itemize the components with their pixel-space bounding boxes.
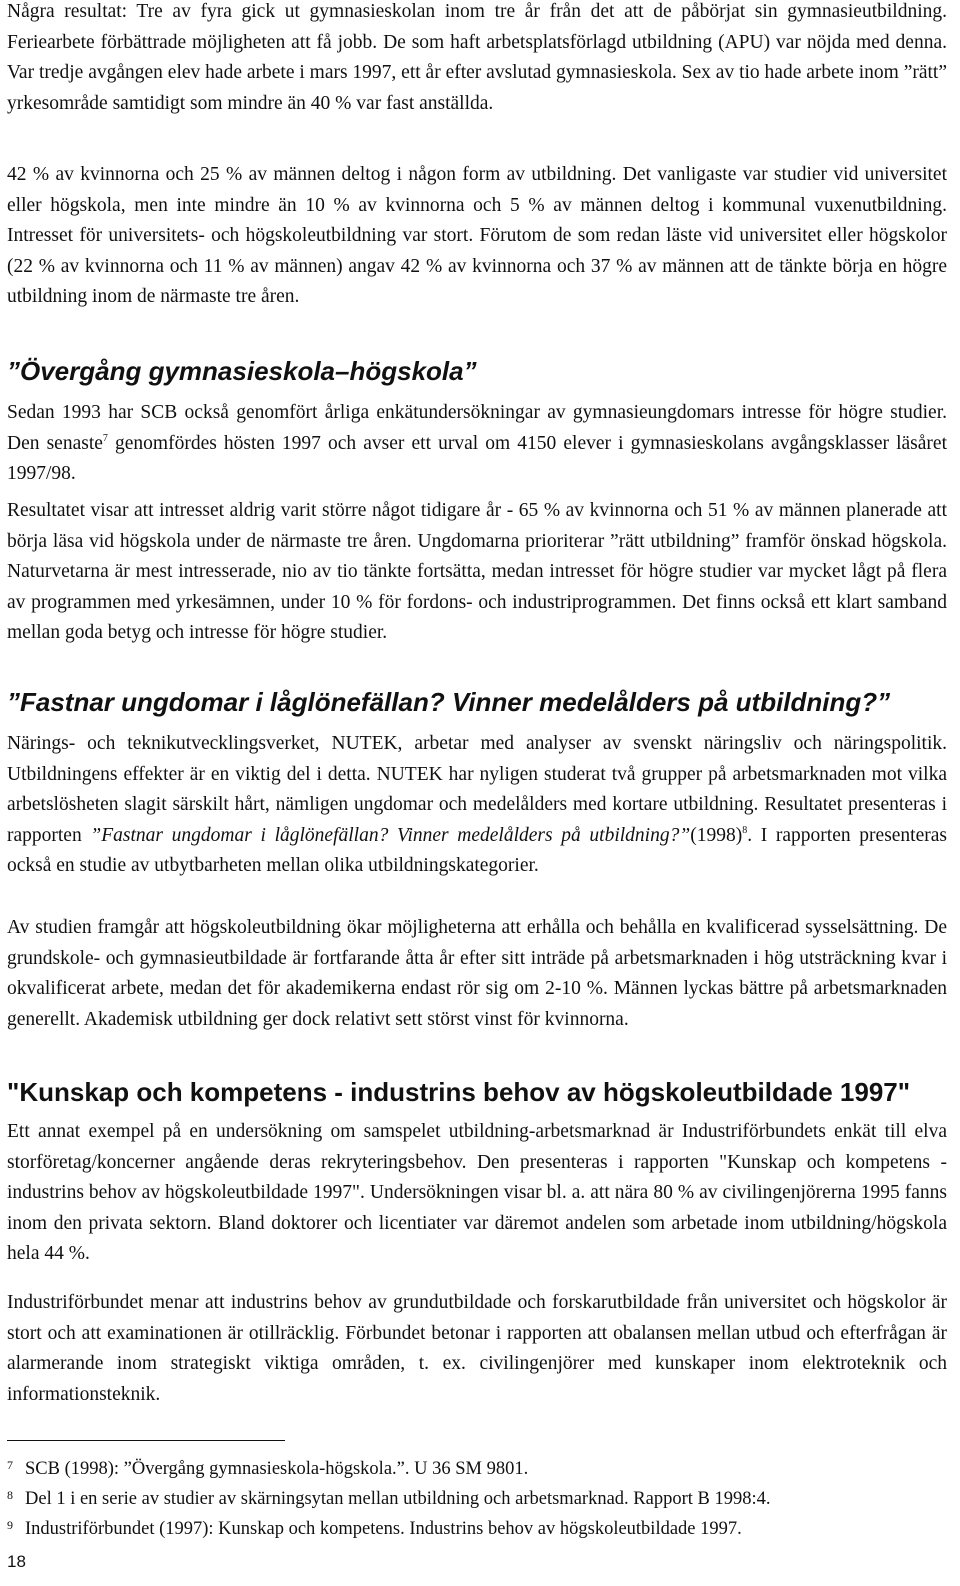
footnote-ref-7: 7: [102, 432, 108, 444]
footnote-ref-8: 8: [742, 824, 748, 836]
paragraph-industry-survey: Ett annat exempel på en undersökning om samspelet utbildning-arbetsmarknad är Industriförbundets enkät till elva storföretag/koncerner angående deras rekryteringsbehov. Den presenteras i rapporten "Kunskap och kompetens - industrins behov av högskoleutbildade 1997". Undersökningen visar bl. a. att nära 80 % av civilingenjörerna 1995 fanns inom den privata sektorn. Bland doktorer och licentiater var däremot andelen som arbetade inom utbildning/högskola hela 44 %.: [7, 1121, 947, 1264]
footnote-9: [7, 1514, 952, 1540]
paragraph-nutek-text-a: Närings- och teknikutvecklingsverket, NUTEK, arbetar med analyser av svenskt näringsliv och näringspolitik. Utbildningens effekter är en viktig del i detta. NUTEK har nyligen studerat två grupper på arbetsmarknaden mot vilka arbetslösheten slagit särskilt hårt, nämligen ungdomar och medelålders med kortare utbildning. Resultatet presenteras i rapporten: [7, 733, 947, 846]
paragraph-results: Några resultat: Tre av fyra gick ut gymnasieskolan inom tre år från det att de påbörjat sin gymnasieutbildning. Feriearbete förbättrade möjligheten att få jobb. De som haft arbetsplatsförlagd utbildning (APU) var nöjda med denna. Var tredje avgången elev hade arbete i mars 1997, ett år efter avslutad gymnasieskola. Sex av tio hade arbete inom ”rätt” yrkesområde samtidigt som mindre än 40 % var fast anställda.: [7, 1, 947, 114]
paragraph-scb-surveys: [7, 398, 947, 490]
report-title-italic: ”Fastnar ungdomar i låglönefällan? Vinner medelålders på utbildning?”: [90, 824, 691, 846]
footnote-8: [7, 1484, 952, 1510]
paragraph-nutek-year: (1998): [690, 824, 743, 846]
paragraph-study-findings: Av studien framgår att högskoleutbildning ökar möjligheterna att erhålla och behålla en kvalificerad sysselsättning. De grundskole- och gymnasieutbildade är fortfarande åtta år efter sitt inträde på arbetsmarknaden i hög utsträckning kvar i okvalificerat arbete, medan det för akademikerna endast rör sig om 2-10 %. Männen lyckas bättre på arbetsmarknaden generellt. Akademisk utbildning ger dock relativt sett störst vinst för kvinnorna.: [7, 917, 947, 1030]
footnote-7: [7, 1454, 952, 1480]
heading-transition: ”Övergång gymnasieskola–högskola”: [7, 356, 477, 386]
paragraph-nutek: [7, 729, 947, 882]
page-number: 18: [7, 1552, 26, 1571]
paragraph-scb-text-a: Sedan 1993 har SCB också genomfört årliga enkätundersökningar av gymnasieungdomars intresse för högre studier. Den senaste: [7, 402, 947, 454]
footnote-divider: [7, 1440, 285, 1441]
heading-nutek-report: ”Fastnar ungdomar i låglönefällan? Vinner medelålders på utbildning?”: [7, 687, 891, 717]
paragraph-nutek-text-c: . I rapporten presenteras också en studie av utbytbarheten mellan olika utbildningskategorier.: [7, 824, 947, 876]
paragraph-survey-results: Resultatet visar att intresset aldrig varit större något tidigare år - 65 % av kvinnorna och 51 % av männen planerade att börja läsa vid högskola under de närmaste tre åren. Ungdomarna prioriterar ”rätt utbildning” framför önskad högskola. Naturvetarna är mest intresserade, nio av tio tänkte fortsätta, medan intresset för högre studier var mycket lågt på flera av programmen med yrkesämnen, under 10 % för fordons- och industriprogrammen. Det finns också ett klart samband mellan goda betyg och intresse för högre studier.: [7, 500, 947, 643]
paragraph-scb-text-b: genomfördes hösten 1997 och avser ett urval om 4150 elever i gymnasieskolans avgångsklasser läsåret 1997/98.: [7, 432, 947, 484]
paragraph-education-share: 42 % av kvinnorna och 25 % av männen deltog i någon form av utbildning. Det vanligaste var studier vid universitet eller högskola, men inte mindre än 10 % av kvinnorna och 5 % av männen deltog i kommunal vuxenutbildning. Intresset för universitets- och högskoleutbildning var stort. Förutom de som redan läste vid universitet eller högskolor (22 % av kvinnorna och 11 % av männen) angav 42 % av kvinnorna och 37 % av männen att de tänkte börja en högre utbildning inom de närmaste tre åren.: [7, 164, 947, 307]
footnote-text: SCB (1998): ”Övergång gymnasieskola-högskola.”. U 36 SM 9801.: [25, 1459, 529, 1479]
footnote-text: Del 1 i en serie av studier av skärningsytan mellan utbildning och arbetsmarknad. Rapport B 1998:4.: [25, 1489, 771, 1509]
footnote-number: 7: [7, 1458, 13, 1472]
heading-industry-report: "Kunskap och kompetens - industrins behov av högskoleutbildade 1997": [7, 1077, 911, 1107]
paragraph-industry-needs: Industriförbundet menar att industrins behov av grundutbildade och forskarutbildade från universitet och högskolor är stort och att examinationen är otillräcklig. Förbundet betonar i rapporten att obalansen mellan utbud och efterfrågan är alarmerande inom strategiskt viktiga områden, t. ex. civilingenjörer med kunskaper inom elektroteknik och informationsteknik.: [7, 1292, 947, 1405]
footnote-text: Industriförbundet (1997): Kunskap och kompetens. Industrins behov av högskoleutbildade 1997.: [25, 1519, 742, 1539]
footnote-number: 8: [7, 1488, 13, 1502]
footnote-number: 9: [7, 1518, 13, 1532]
